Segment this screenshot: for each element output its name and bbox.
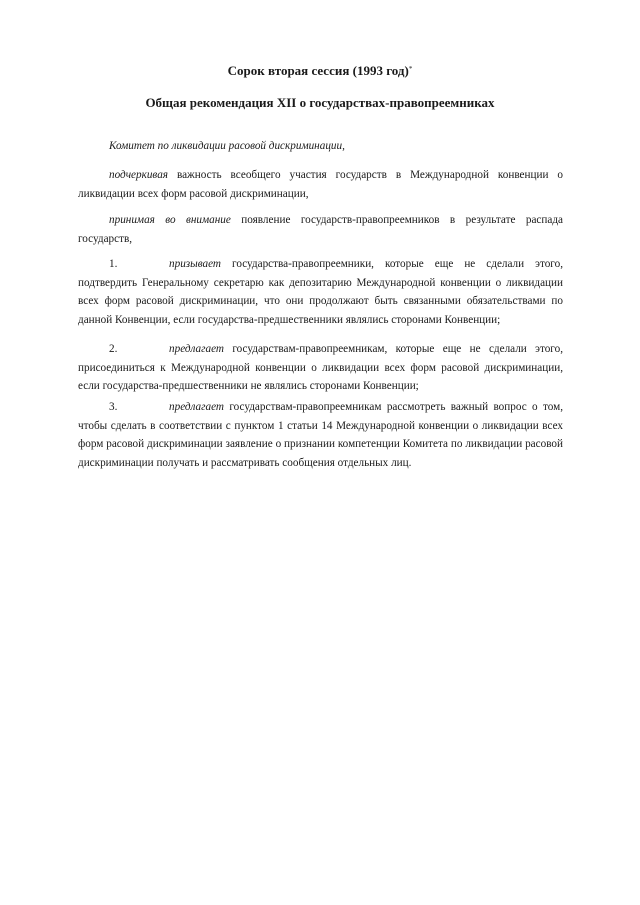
session-title	[0, 63, 640, 79]
paragraph-text: государства-правопреемники, которые еще не сделали этого, подтвердить Генеральному секретарю как депозитарию Международной конвенции о ликвидации всех форм расовой дискриминации, что они продолжают быть связанными обязательствами по данной Конвенции, если государства-предшественники являлись сторонами Конвенции;	[78, 258, 563, 326]
footnote-mark[interactable]: *	[408, 65, 413, 73]
preamble-noting	[78, 211, 563, 248]
emphasizing-lead: подчеркивая	[109, 169, 168, 181]
operative-paragraph-2	[78, 340, 563, 396]
session-title-text: Сорок вторая сессия (1993 год)	[227, 63, 409, 78]
paragraph-lead: предлагает	[169, 401, 224, 413]
noting-lead: принимая во внимание	[109, 214, 231, 226]
noting-text: появление государств-правопреемников в результате распада государств,	[78, 214, 563, 245]
emphasizing-text: важность всеобщего участия государств в Международной конвенции о ликвидации всех форм расовой дискриминации,	[78, 169, 563, 200]
operative-paragraph-1	[78, 255, 563, 329]
paragraph-number: 1.	[109, 258, 118, 270]
recommendation-title: Общая рекомендация XII о государствах-правопреемниках	[145, 95, 495, 110]
preamble-emphasizing	[78, 166, 563, 203]
preamble-committee	[78, 137, 563, 156]
operative-paragraph-3	[78, 398, 563, 472]
paragraph-text: государствам-правопреемникам, которые еще не сделали этого, присоединиться к Международной конвенции о ликвидации всех форм расовой дискриминации, если государства-предшественники не являлись сторонами Конвенции;	[78, 343, 563, 392]
paragraph-number: 3.	[109, 401, 118, 413]
paragraph-number: 2.	[109, 343, 118, 355]
paragraph-lead: предлагает	[169, 343, 224, 355]
paragraph-text: государствам-правопреемникам рассмотреть важный вопрос о том, чтобы сделать в соответствии с пунктом 1 статьи 14 Международной конвенции о ликвидации всех форм расовой дискриминации заявление о признании компетенции Комитета по ликвидации расовой дискриминации получать и рассматривать сообщения отдельных лиц.	[78, 401, 563, 469]
committee-text: Комитет по ликвидации расовой дискриминации,	[109, 140, 345, 152]
paragraph-lead: призывает	[169, 258, 221, 270]
